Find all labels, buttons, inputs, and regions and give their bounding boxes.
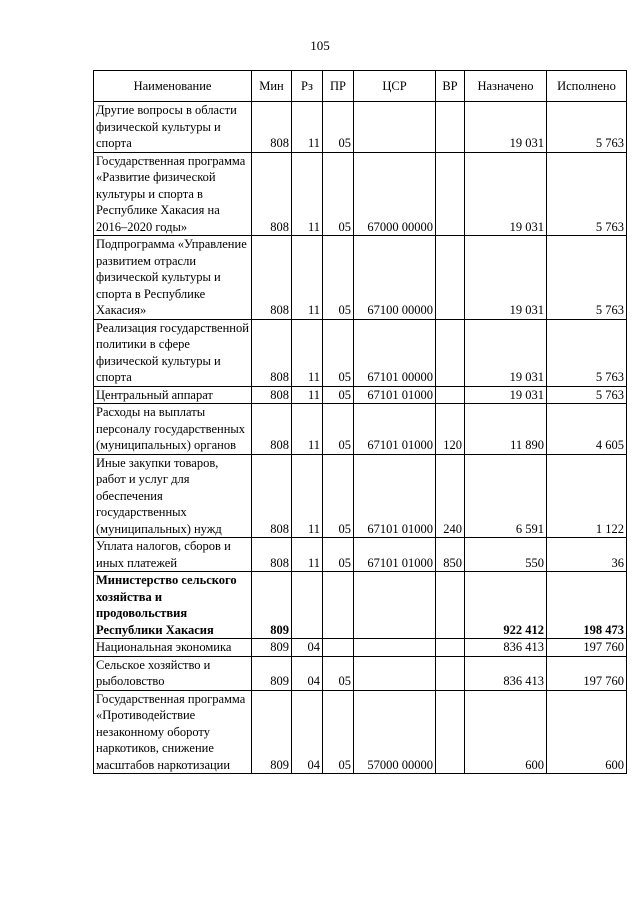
row-rz: 11 [292,236,323,320]
row-min: 809 [252,639,292,657]
row-csr: 67101 01000 [354,538,436,572]
row-executed: 197 760 [547,656,627,690]
row-min: 808 [252,236,292,320]
row-name: Расходы на выплаты персоналу государственных (муниципальных) органов [94,404,252,455]
row-min: 808 [252,152,292,236]
row-vr [436,656,465,690]
row-assigned: 11 890 [465,404,547,455]
page-number: 105 [310,38,330,53]
row-vr: 240 [436,454,465,538]
row-pr: 05 [323,454,354,538]
row-csr: 67100 00000 [354,236,436,320]
row-vr [436,236,465,320]
header-pr: ПР [323,71,354,102]
table-row [94,386,627,404]
row-rz: 04 [292,690,323,774]
row-name: Другие вопросы в области физической культуры и спорта [94,102,252,153]
row-csr: 67101 01000 [354,386,436,404]
row-name: Подпрограмма «Управление развитием отрасли физической культуры и спорта в Республике Хакасия» [94,236,252,320]
table-row [94,538,627,572]
header-vr: ВР [436,71,465,102]
row-csr [354,102,436,153]
header-executed: Исполнено [547,71,627,102]
row-executed: 198 473 [547,572,627,639]
row-csr [354,572,436,639]
row-rz: 11 [292,152,323,236]
row-executed: 4 605 [547,404,627,455]
row-min: 808 [252,454,292,538]
row-assigned: 19 031 [465,236,547,320]
table-row [94,404,627,455]
row-name: Центральный аппарат [94,386,252,404]
row-pr: 05 [323,152,354,236]
row-assigned: 19 031 [465,152,547,236]
row-pr [323,572,354,639]
row-executed: 5 763 [547,386,627,404]
row-pr: 05 [323,656,354,690]
table-header-row [94,71,627,102]
row-vr [436,152,465,236]
row-csr: 57000 00000 [354,690,436,774]
row-pr: 05 [323,690,354,774]
row-assigned: 19 031 [465,386,547,404]
row-assigned: 600 [465,690,547,774]
row-min: 808 [252,386,292,404]
row-assigned: 836 413 [465,656,547,690]
row-name: Национальная экономика [94,639,252,657]
row-executed: 5 763 [547,319,627,386]
row-pr: 05 [323,386,354,404]
row-assigned: 550 [465,538,547,572]
row-min: 808 [252,538,292,572]
row-name: Иные закупки товаров, работ и услуг для обеспечения государственных (муниципальных) нужд [94,454,252,538]
row-min: 809 [252,690,292,774]
row-vr [436,386,465,404]
row-assigned: 19 031 [465,102,547,153]
row-executed: 197 760 [547,639,627,657]
row-vr: 850 [436,538,465,572]
row-vr [436,572,465,639]
row-assigned: 836 413 [465,639,547,657]
row-rz: 11 [292,538,323,572]
row-name: Государственная программа «Развитие физической культуры и спорта в Республике Хакасия на 2016–2020 годы» [94,152,252,236]
header-rz: Рз [292,71,323,102]
table-row [94,454,627,538]
row-rz: 04 [292,639,323,657]
row-csr: 67000 00000 [354,152,436,236]
row-rz [292,572,323,639]
row-rz: 11 [292,102,323,153]
row-name: Сельское хозяйство и рыболовство [94,656,252,690]
row-min: 809 [252,572,292,639]
row-min: 808 [252,102,292,153]
row-csr [354,639,436,657]
table-row [94,102,627,153]
row-assigned: 922 412 [465,572,547,639]
row-pr: 05 [323,404,354,455]
table-row [94,690,627,774]
row-min: 808 [252,404,292,455]
row-pr: 05 [323,236,354,320]
row-name: Министерство сельского хозяйства и продовольствия Республики Хакасия [94,572,252,639]
row-rz: 11 [292,319,323,386]
row-executed: 1 122 [547,454,627,538]
table-row [94,319,627,386]
row-executed: 600 [547,690,627,774]
budget-table [93,70,627,774]
table-row [94,152,627,236]
header-name: Наименование [94,71,252,102]
row-vr [436,639,465,657]
row-min: 809 [252,656,292,690]
row-rz: 11 [292,454,323,538]
header-assigned: Назначено [465,71,547,102]
table-row [94,656,627,690]
row-pr: 05 [323,102,354,153]
row-executed: 5 763 [547,152,627,236]
table-row [94,572,627,639]
row-vr [436,319,465,386]
row-name: Реализация государственной политики в сфере физической культуры и спорта [94,319,252,386]
row-executed: 5 763 [547,102,627,153]
row-name: Уплата налогов, сборов и иных платежей [94,538,252,572]
row-pr: 05 [323,538,354,572]
row-rz: 04 [292,656,323,690]
row-vr [436,102,465,153]
row-assigned: 6 591 [465,454,547,538]
row-rz: 11 [292,404,323,455]
row-executed: 5 763 [547,236,627,320]
row-csr: 67101 00000 [354,319,436,386]
header-csr: ЦСР [354,71,436,102]
row-pr [323,639,354,657]
table-row [94,639,627,657]
header-min: Мин [252,71,292,102]
row-min: 808 [252,319,292,386]
row-pr: 05 [323,319,354,386]
row-csr: 67101 01000 [354,454,436,538]
row-csr [354,656,436,690]
row-assigned: 19 031 [465,319,547,386]
row-vr: 120 [436,404,465,455]
row-csr: 67101 01000 [354,404,436,455]
row-name: Государственная программа «Противодействие незаконному обороту наркотиков, снижение масштабов наркотизации [94,690,252,774]
row-rz: 11 [292,386,323,404]
row-vr [436,690,465,774]
row-executed: 36 [547,538,627,572]
table-row [94,236,627,320]
